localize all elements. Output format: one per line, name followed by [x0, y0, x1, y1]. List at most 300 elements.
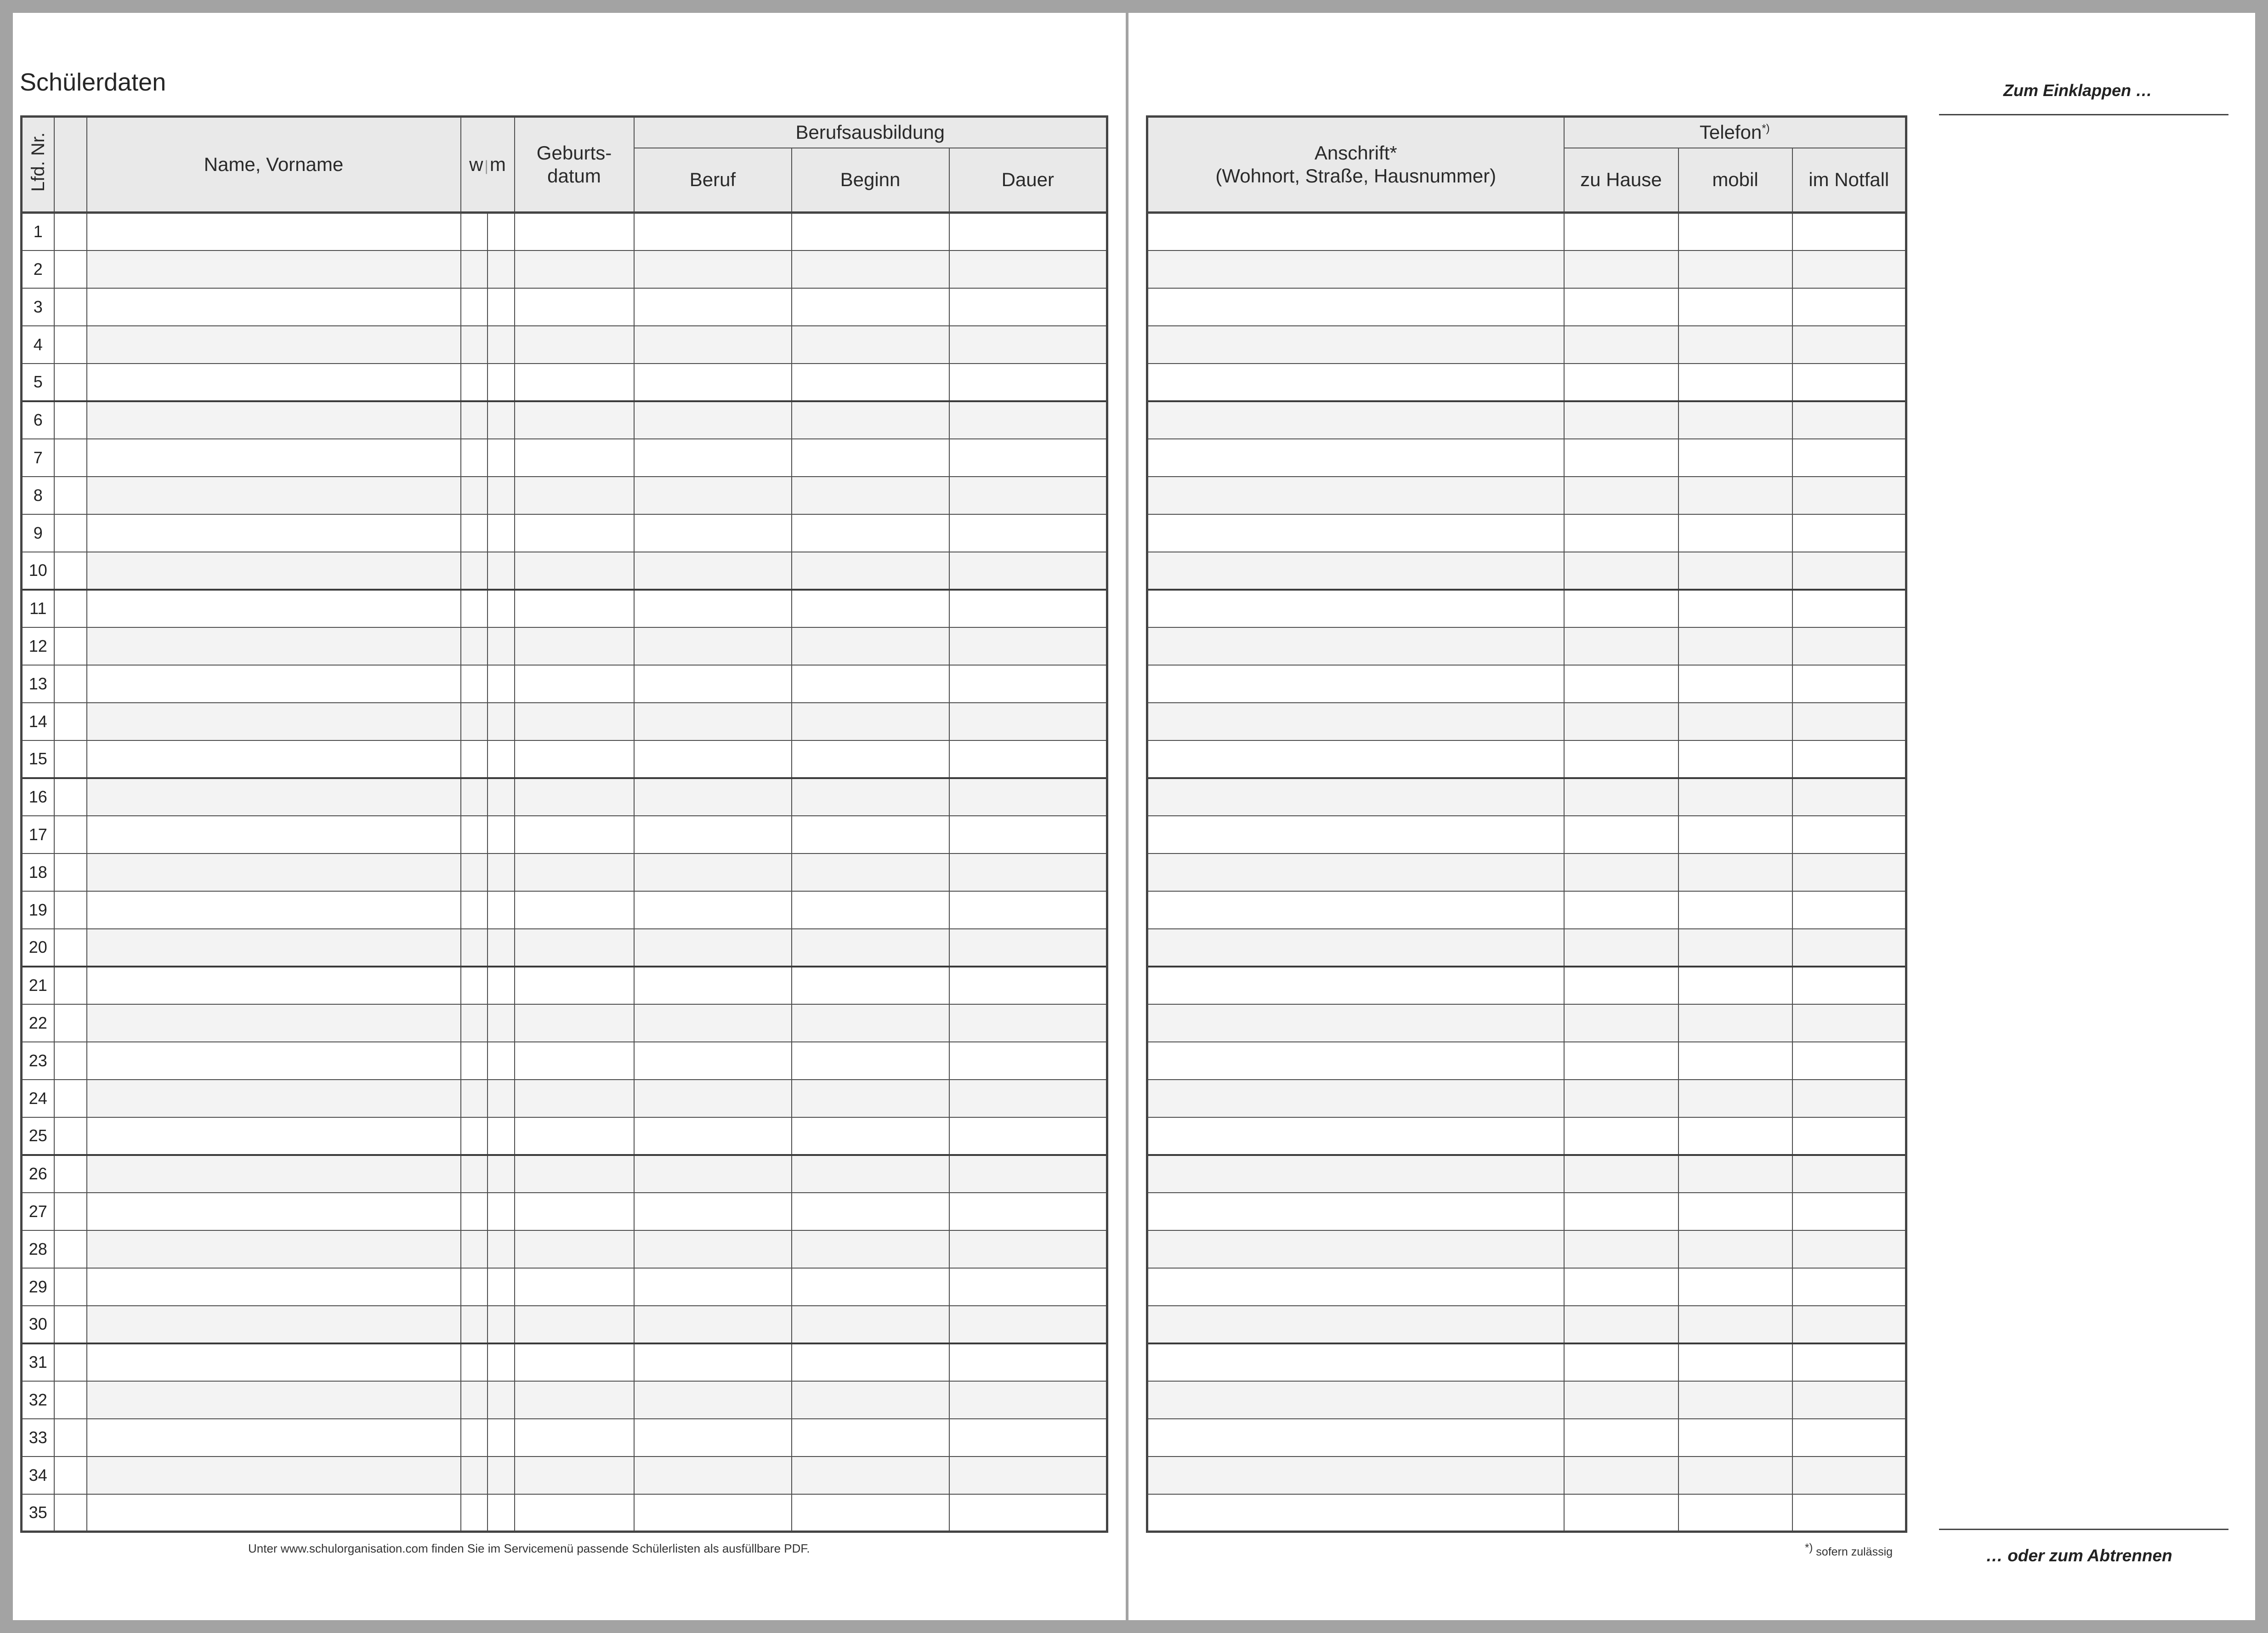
- start-cell[interactable]: [792, 816, 949, 853]
- duration-cell[interactable]: [949, 853, 1107, 891]
- address-cell[interactable]: [1147, 816, 1564, 853]
- start-cell[interactable]: [792, 1193, 949, 1230]
- phone-emergency-cell[interactable]: [1792, 665, 1906, 703]
- start-cell[interactable]: [792, 627, 949, 665]
- profession-cell[interactable]: [634, 364, 792, 401]
- w-cell[interactable]: [461, 1193, 488, 1230]
- profession-cell[interactable]: [634, 1494, 792, 1532]
- m-cell[interactable]: [488, 1268, 515, 1306]
- address-cell[interactable]: [1147, 1042, 1564, 1080]
- phone-mobile-cell[interactable]: [1678, 967, 1792, 1004]
- phone-mobile-cell[interactable]: [1678, 1230, 1792, 1268]
- m-cell[interactable]: [488, 1494, 515, 1532]
- name-cell[interactable]: [87, 1080, 461, 1117]
- start-cell[interactable]: [792, 1343, 949, 1381]
- phone-home-cell[interactable]: [1564, 778, 1678, 816]
- start-cell[interactable]: [792, 1457, 949, 1494]
- phone-mobile-cell[interactable]: [1678, 778, 1792, 816]
- duration-cell[interactable]: [949, 213, 1107, 250]
- phone-home-cell[interactable]: [1564, 1457, 1678, 1494]
- address-cell[interactable]: [1147, 288, 1564, 326]
- m-cell[interactable]: [488, 1419, 515, 1457]
- profession-cell[interactable]: [634, 703, 792, 740]
- m-cell[interactable]: [488, 326, 515, 364]
- w-cell[interactable]: [461, 627, 488, 665]
- address-cell[interactable]: [1147, 778, 1564, 816]
- birthdate-cell[interactable]: [515, 665, 634, 703]
- w-cell[interactable]: [461, 1419, 488, 1457]
- profession-cell[interactable]: [634, 1457, 792, 1494]
- profession-cell[interactable]: [634, 1042, 792, 1080]
- phone-emergency-cell[interactable]: [1792, 1343, 1906, 1381]
- duration-cell[interactable]: [949, 816, 1107, 853]
- phone-home-cell[interactable]: [1564, 967, 1678, 1004]
- w-cell[interactable]: [461, 213, 488, 250]
- birthdate-cell[interactable]: [515, 1494, 634, 1532]
- phone-emergency-cell[interactable]: [1792, 1042, 1906, 1080]
- birthdate-cell[interactable]: [515, 250, 634, 288]
- start-cell[interactable]: [792, 1042, 949, 1080]
- profession-cell[interactable]: [634, 514, 792, 552]
- address-cell[interactable]: [1147, 665, 1564, 703]
- w-cell[interactable]: [461, 1306, 488, 1343]
- phone-home-cell[interactable]: [1564, 1306, 1678, 1343]
- start-cell[interactable]: [792, 703, 949, 740]
- profession-cell[interactable]: [634, 1080, 792, 1117]
- address-cell[interactable]: [1147, 1117, 1564, 1155]
- phone-emergency-cell[interactable]: [1792, 477, 1906, 514]
- w-cell[interactable]: [461, 740, 488, 778]
- profession-cell[interactable]: [634, 1004, 792, 1042]
- w-cell[interactable]: [461, 552, 488, 590]
- phone-home-cell[interactable]: [1564, 1494, 1678, 1532]
- w-cell[interactable]: [461, 288, 488, 326]
- name-cell[interactable]: [87, 816, 461, 853]
- address-cell[interactable]: [1147, 1343, 1564, 1381]
- name-cell[interactable]: [87, 514, 461, 552]
- phone-home-cell[interactable]: [1564, 703, 1678, 740]
- name-cell[interactable]: [87, 967, 461, 1004]
- m-cell[interactable]: [488, 1381, 515, 1419]
- birthdate-cell[interactable]: [515, 477, 634, 514]
- m-cell[interactable]: [488, 1004, 515, 1042]
- address-cell[interactable]: [1147, 1268, 1564, 1306]
- duration-cell[interactable]: [949, 514, 1107, 552]
- phone-mobile-cell[interactable]: [1678, 1268, 1792, 1306]
- duration-cell[interactable]: [949, 740, 1107, 778]
- birthdate-cell[interactable]: [515, 401, 634, 439]
- start-cell[interactable]: [792, 439, 949, 477]
- profession-cell[interactable]: [634, 477, 792, 514]
- phone-mobile-cell[interactable]: [1678, 1042, 1792, 1080]
- phone-mobile-cell[interactable]: [1678, 1004, 1792, 1042]
- name-cell[interactable]: [87, 1117, 461, 1155]
- duration-cell[interactable]: [949, 665, 1107, 703]
- w-cell[interactable]: [461, 1457, 488, 1494]
- phone-emergency-cell[interactable]: [1792, 401, 1906, 439]
- duration-cell[interactable]: [949, 778, 1107, 816]
- w-cell[interactable]: [461, 1268, 488, 1306]
- birthdate-cell[interactable]: [515, 326, 634, 364]
- birthdate-cell[interactable]: [515, 1343, 634, 1381]
- m-cell[interactable]: [488, 1080, 515, 1117]
- address-cell[interactable]: [1147, 1004, 1564, 1042]
- m-cell[interactable]: [488, 967, 515, 1004]
- name-cell[interactable]: [87, 1343, 461, 1381]
- w-cell[interactable]: [461, 778, 488, 816]
- phone-emergency-cell[interactable]: [1792, 1268, 1906, 1306]
- phone-emergency-cell[interactable]: [1792, 1155, 1906, 1193]
- name-cell[interactable]: [87, 439, 461, 477]
- birthdate-cell[interactable]: [515, 816, 634, 853]
- phone-mobile-cell[interactable]: [1678, 1494, 1792, 1532]
- start-cell[interactable]: [792, 1494, 949, 1532]
- phone-emergency-cell[interactable]: [1792, 1080, 1906, 1117]
- phone-home-cell[interactable]: [1564, 853, 1678, 891]
- phone-mobile-cell[interactable]: [1678, 853, 1792, 891]
- profession-cell[interactable]: [634, 627, 792, 665]
- duration-cell[interactable]: [949, 703, 1107, 740]
- start-cell[interactable]: [792, 778, 949, 816]
- name-cell[interactable]: [87, 364, 461, 401]
- phone-emergency-cell[interactable]: [1792, 816, 1906, 853]
- profession-cell[interactable]: [634, 853, 792, 891]
- address-cell[interactable]: [1147, 401, 1564, 439]
- duration-cell[interactable]: [949, 891, 1107, 929]
- w-cell[interactable]: [461, 967, 488, 1004]
- birthdate-cell[interactable]: [515, 740, 634, 778]
- profession-cell[interactable]: [634, 213, 792, 250]
- name-cell[interactable]: [87, 1193, 461, 1230]
- duration-cell[interactable]: [949, 552, 1107, 590]
- duration-cell[interactable]: [949, 250, 1107, 288]
- m-cell[interactable]: [488, 439, 515, 477]
- phone-mobile-cell[interactable]: [1678, 1381, 1792, 1419]
- phone-mobile-cell[interactable]: [1678, 1343, 1792, 1381]
- address-cell[interactable]: [1147, 891, 1564, 929]
- address-cell[interactable]: [1147, 590, 1564, 627]
- phone-home-cell[interactable]: [1564, 627, 1678, 665]
- address-cell[interactable]: [1147, 1230, 1564, 1268]
- phone-mobile-cell[interactable]: [1678, 1419, 1792, 1457]
- name-cell[interactable]: [87, 1494, 461, 1532]
- name-cell[interactable]: [87, 740, 461, 778]
- start-cell[interactable]: [792, 288, 949, 326]
- name-cell[interactable]: [87, 401, 461, 439]
- address-cell[interactable]: [1147, 364, 1564, 401]
- m-cell[interactable]: [488, 740, 515, 778]
- duration-cell[interactable]: [949, 401, 1107, 439]
- phone-mobile-cell[interactable]: [1678, 552, 1792, 590]
- w-cell[interactable]: [461, 1042, 488, 1080]
- phone-emergency-cell[interactable]: [1792, 250, 1906, 288]
- name-cell[interactable]: [87, 853, 461, 891]
- m-cell[interactable]: [488, 703, 515, 740]
- birthdate-cell[interactable]: [515, 590, 634, 627]
- name-cell[interactable]: [87, 665, 461, 703]
- phone-mobile-cell[interactable]: [1678, 703, 1792, 740]
- phone-emergency-cell[interactable]: [1792, 1230, 1906, 1268]
- phone-home-cell[interactable]: [1564, 250, 1678, 288]
- profession-cell[interactable]: [634, 552, 792, 590]
- phone-mobile-cell[interactable]: [1678, 816, 1792, 853]
- start-cell[interactable]: [792, 1117, 949, 1155]
- phone-emergency-cell[interactable]: [1792, 590, 1906, 627]
- m-cell[interactable]: [488, 1343, 515, 1381]
- birthdate-cell[interactable]: [515, 439, 634, 477]
- phone-mobile-cell[interactable]: [1678, 929, 1792, 967]
- phone-mobile-cell[interactable]: [1678, 477, 1792, 514]
- duration-cell[interactable]: [949, 1080, 1107, 1117]
- w-cell[interactable]: [461, 703, 488, 740]
- start-cell[interactable]: [792, 967, 949, 1004]
- phone-mobile-cell[interactable]: [1678, 288, 1792, 326]
- phone-home-cell[interactable]: [1564, 1230, 1678, 1268]
- address-cell[interactable]: [1147, 213, 1564, 250]
- phone-home-cell[interactable]: [1564, 665, 1678, 703]
- address-cell[interactable]: [1147, 853, 1564, 891]
- w-cell[interactable]: [461, 1381, 488, 1419]
- start-cell[interactable]: [792, 552, 949, 590]
- birthdate-cell[interactable]: [515, 1306, 634, 1343]
- address-cell[interactable]: [1147, 250, 1564, 288]
- name-cell[interactable]: [87, 1381, 461, 1419]
- profession-cell[interactable]: [634, 1155, 792, 1193]
- duration-cell[interactable]: [949, 1155, 1107, 1193]
- duration-cell[interactable]: [949, 439, 1107, 477]
- name-cell[interactable]: [87, 703, 461, 740]
- start-cell[interactable]: [792, 1004, 949, 1042]
- phone-emergency-cell[interactable]: [1792, 364, 1906, 401]
- phone-emergency-cell[interactable]: [1792, 1419, 1906, 1457]
- w-cell[interactable]: [461, 1155, 488, 1193]
- name-cell[interactable]: [87, 250, 461, 288]
- start-cell[interactable]: [792, 1080, 949, 1117]
- name-cell[interactable]: [87, 1457, 461, 1494]
- phone-home-cell[interactable]: [1564, 1004, 1678, 1042]
- phone-mobile-cell[interactable]: [1678, 364, 1792, 401]
- profession-cell[interactable]: [634, 1117, 792, 1155]
- duration-cell[interactable]: [949, 967, 1107, 1004]
- phone-emergency-cell[interactable]: [1792, 1494, 1906, 1532]
- m-cell[interactable]: [488, 1042, 515, 1080]
- phone-emergency-cell[interactable]: [1792, 1457, 1906, 1494]
- birthdate-cell[interactable]: [515, 514, 634, 552]
- birthdate-cell[interactable]: [515, 627, 634, 665]
- w-cell[interactable]: [461, 364, 488, 401]
- duration-cell[interactable]: [949, 1419, 1107, 1457]
- name-cell[interactable]: [87, 288, 461, 326]
- phone-home-cell[interactable]: [1564, 477, 1678, 514]
- m-cell[interactable]: [488, 250, 515, 288]
- m-cell[interactable]: [488, 816, 515, 853]
- start-cell[interactable]: [792, 364, 949, 401]
- phone-home-cell[interactable]: [1564, 401, 1678, 439]
- start-cell[interactable]: [792, 1155, 949, 1193]
- phone-mobile-cell[interactable]: [1678, 1193, 1792, 1230]
- birthdate-cell[interactable]: [515, 967, 634, 1004]
- profession-cell[interactable]: [634, 288, 792, 326]
- profession-cell[interactable]: [634, 1230, 792, 1268]
- w-cell[interactable]: [461, 439, 488, 477]
- m-cell[interactable]: [488, 1193, 515, 1230]
- phone-mobile-cell[interactable]: [1678, 1117, 1792, 1155]
- birthdate-cell[interactable]: [515, 1419, 634, 1457]
- start-cell[interactable]: [792, 740, 949, 778]
- profession-cell[interactable]: [634, 929, 792, 967]
- profession-cell[interactable]: [634, 401, 792, 439]
- phone-home-cell[interactable]: [1564, 514, 1678, 552]
- phone-mobile-cell[interactable]: [1678, 740, 1792, 778]
- phone-home-cell[interactable]: [1564, 1343, 1678, 1381]
- phone-home-cell[interactable]: [1564, 929, 1678, 967]
- address-cell[interactable]: [1147, 552, 1564, 590]
- address-cell[interactable]: [1147, 703, 1564, 740]
- phone-mobile-cell[interactable]: [1678, 891, 1792, 929]
- birthdate-cell[interactable]: [515, 1230, 634, 1268]
- phone-emergency-cell[interactable]: [1792, 439, 1906, 477]
- w-cell[interactable]: [461, 1230, 488, 1268]
- phone-home-cell[interactable]: [1564, 1042, 1678, 1080]
- address-cell[interactable]: [1147, 439, 1564, 477]
- start-cell[interactable]: [792, 326, 949, 364]
- address-cell[interactable]: [1147, 740, 1564, 778]
- phone-emergency-cell[interactable]: [1792, 627, 1906, 665]
- m-cell[interactable]: [488, 552, 515, 590]
- w-cell[interactable]: [461, 891, 488, 929]
- phone-mobile-cell[interactable]: [1678, 1306, 1792, 1343]
- birthdate-cell[interactable]: [515, 1155, 634, 1193]
- phone-mobile-cell[interactable]: [1678, 439, 1792, 477]
- profession-cell[interactable]: [634, 326, 792, 364]
- m-cell[interactable]: [488, 1230, 515, 1268]
- address-cell[interactable]: [1147, 514, 1564, 552]
- duration-cell[interactable]: [949, 1381, 1107, 1419]
- phone-home-cell[interactable]: [1564, 740, 1678, 778]
- phone-mobile-cell[interactable]: [1678, 250, 1792, 288]
- phone-emergency-cell[interactable]: [1792, 213, 1906, 250]
- phone-emergency-cell[interactable]: [1792, 552, 1906, 590]
- phone-mobile-cell[interactable]: [1678, 627, 1792, 665]
- profession-cell[interactable]: [634, 439, 792, 477]
- m-cell[interactable]: [488, 364, 515, 401]
- address-cell[interactable]: [1147, 1457, 1564, 1494]
- start-cell[interactable]: [792, 929, 949, 967]
- w-cell[interactable]: [461, 1117, 488, 1155]
- phone-emergency-cell[interactable]: [1792, 1117, 1906, 1155]
- phone-emergency-cell[interactable]: [1792, 929, 1906, 967]
- m-cell[interactable]: [488, 590, 515, 627]
- w-cell[interactable]: [461, 326, 488, 364]
- birthdate-cell[interactable]: [515, 1268, 634, 1306]
- profession-cell[interactable]: [634, 740, 792, 778]
- address-cell[interactable]: [1147, 326, 1564, 364]
- phone-mobile-cell[interactable]: [1678, 590, 1792, 627]
- w-cell[interactable]: [461, 1343, 488, 1381]
- w-cell[interactable]: [461, 929, 488, 967]
- duration-cell[interactable]: [949, 477, 1107, 514]
- phone-home-cell[interactable]: [1564, 1117, 1678, 1155]
- birthdate-cell[interactable]: [515, 1117, 634, 1155]
- address-cell[interactable]: [1147, 1381, 1564, 1419]
- duration-cell[interactable]: [949, 1268, 1107, 1306]
- phone-mobile-cell[interactable]: [1678, 401, 1792, 439]
- phone-emergency-cell[interactable]: [1792, 778, 1906, 816]
- name-cell[interactable]: [87, 477, 461, 514]
- phone-mobile-cell[interactable]: [1678, 1457, 1792, 1494]
- address-cell[interactable]: [1147, 627, 1564, 665]
- w-cell[interactable]: [461, 401, 488, 439]
- w-cell[interactable]: [461, 1004, 488, 1042]
- birthdate-cell[interactable]: [515, 853, 634, 891]
- phone-emergency-cell[interactable]: [1792, 1004, 1906, 1042]
- m-cell[interactable]: [488, 627, 515, 665]
- address-cell[interactable]: [1147, 1419, 1564, 1457]
- address-cell[interactable]: [1147, 477, 1564, 514]
- name-cell[interactable]: [87, 1306, 461, 1343]
- phone-home-cell[interactable]: [1564, 288, 1678, 326]
- birthdate-cell[interactable]: [515, 1004, 634, 1042]
- start-cell[interactable]: [792, 514, 949, 552]
- m-cell[interactable]: [488, 1306, 515, 1343]
- m-cell[interactable]: [488, 1117, 515, 1155]
- phone-mobile-cell[interactable]: [1678, 213, 1792, 250]
- profession-cell[interactable]: [634, 665, 792, 703]
- start-cell[interactable]: [792, 250, 949, 288]
- phone-home-cell[interactable]: [1564, 552, 1678, 590]
- name-cell[interactable]: [87, 326, 461, 364]
- phone-home-cell[interactable]: [1564, 364, 1678, 401]
- duration-cell[interactable]: [949, 1230, 1107, 1268]
- start-cell[interactable]: [792, 891, 949, 929]
- birthdate-cell[interactable]: [515, 891, 634, 929]
- m-cell[interactable]: [488, 929, 515, 967]
- phone-home-cell[interactable]: [1564, 891, 1678, 929]
- phone-home-cell[interactable]: [1564, 1381, 1678, 1419]
- phone-home-cell[interactable]: [1564, 816, 1678, 853]
- profession-cell[interactable]: [634, 816, 792, 853]
- duration-cell[interactable]: [949, 1494, 1107, 1532]
- m-cell[interactable]: [488, 1155, 515, 1193]
- address-cell[interactable]: [1147, 967, 1564, 1004]
- m-cell[interactable]: [488, 213, 515, 250]
- name-cell[interactable]: [87, 552, 461, 590]
- phone-mobile-cell[interactable]: [1678, 514, 1792, 552]
- profession-cell[interactable]: [634, 1268, 792, 1306]
- birthdate-cell[interactable]: [515, 703, 634, 740]
- address-cell[interactable]: [1147, 1494, 1564, 1532]
- birthdate-cell[interactable]: [515, 778, 634, 816]
- phone-home-cell[interactable]: [1564, 1268, 1678, 1306]
- birthdate-cell[interactable]: [515, 929, 634, 967]
- start-cell[interactable]: [792, 1306, 949, 1343]
- duration-cell[interactable]: [949, 590, 1107, 627]
- address-cell[interactable]: [1147, 929, 1564, 967]
- name-cell[interactable]: [87, 1042, 461, 1080]
- duration-cell[interactable]: [949, 1457, 1107, 1494]
- m-cell[interactable]: [488, 401, 515, 439]
- profession-cell[interactable]: [634, 891, 792, 929]
- duration-cell[interactable]: [949, 1306, 1107, 1343]
- phone-home-cell[interactable]: [1564, 1419, 1678, 1457]
- name-cell[interactable]: [87, 778, 461, 816]
- name-cell[interactable]: [87, 1230, 461, 1268]
- phone-emergency-cell[interactable]: [1792, 703, 1906, 740]
- phone-mobile-cell[interactable]: [1678, 1155, 1792, 1193]
- profession-cell[interactable]: [634, 1193, 792, 1230]
- phone-emergency-cell[interactable]: [1792, 288, 1906, 326]
- m-cell[interactable]: [488, 778, 515, 816]
